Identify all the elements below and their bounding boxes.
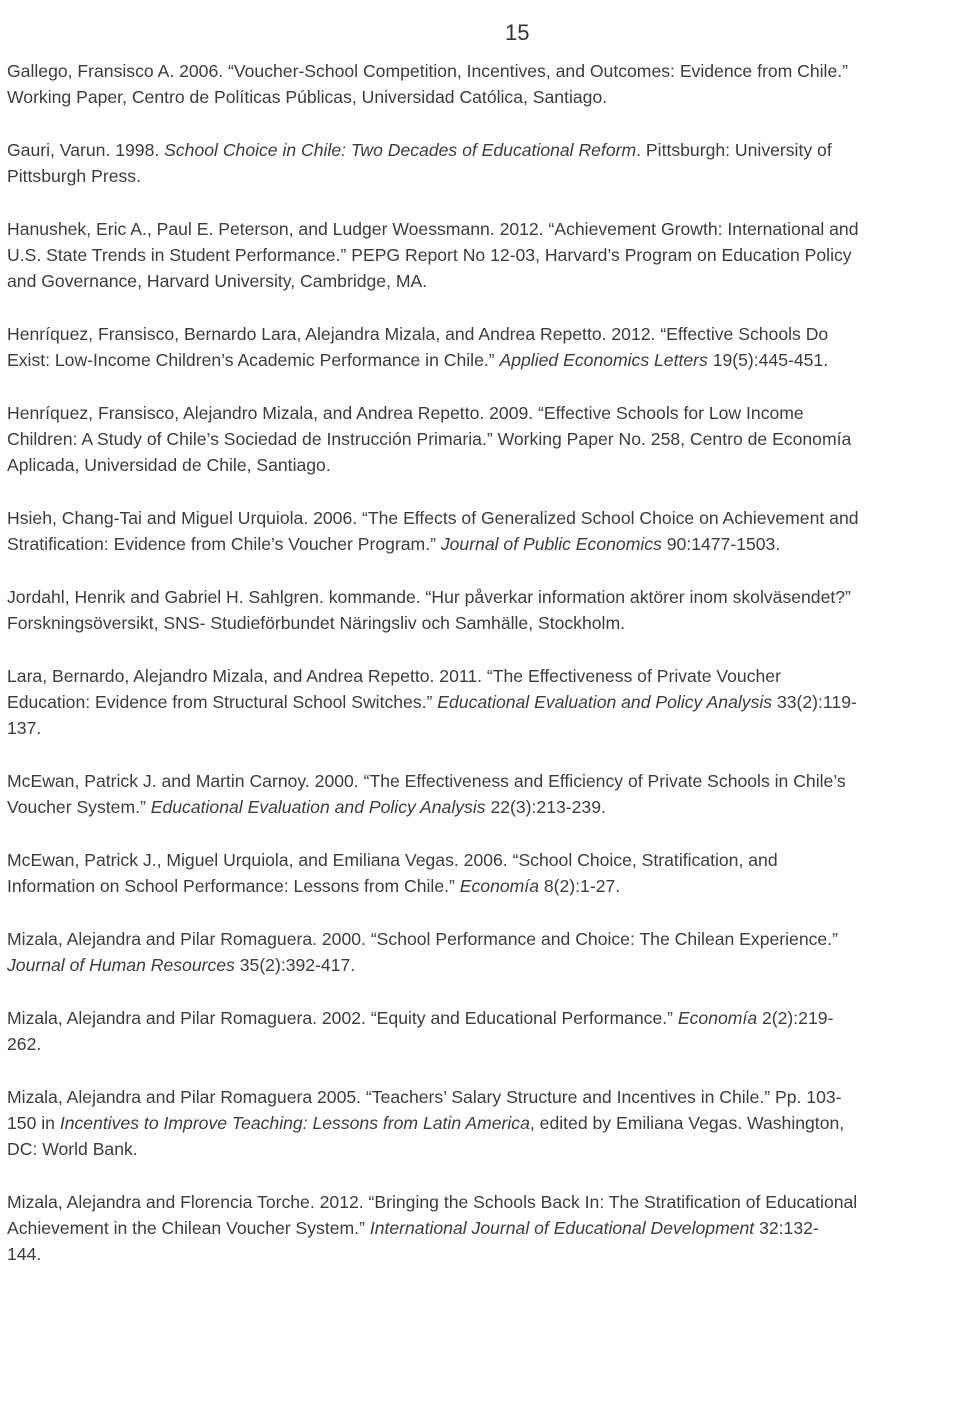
reference-text: 90:1477-1503.: [661, 534, 781, 555]
publication-title: Journal of Public Economics: [440, 534, 662, 555]
reference-text: Pittsburgh Press.: [7, 166, 141, 187]
reference-line: [7, 1031, 955, 1057]
reference-line: [7, 1136, 955, 1162]
reference-text: Voucher System.”: [7, 797, 151, 818]
reference-text: 150 in: [7, 1112, 60, 1133]
reference-entry: [7, 847, 955, 900]
reference-line: [7, 505, 955, 531]
reference-line: [7, 873, 955, 899]
reference-text: Aplicada, Universidad de Chile, Santiago.: [7, 455, 331, 476]
reference-line: [7, 216, 955, 242]
reference-text: Forskningsöversikt, SNS- Studieförbundet Näringsliv och Samhälle, Stockholm.: [7, 613, 626, 634]
reference-line: [7, 663, 955, 689]
reference-text: 2(2):219-: [757, 1007, 834, 1028]
reference-entry: [7, 505, 955, 558]
reference-line: [7, 242, 955, 268]
reference-text: 33(2):119-: [772, 692, 857, 713]
reference-text: Gauri, Varun. 1998.: [7, 139, 165, 160]
reference-line: [7, 163, 955, 189]
reference-text: and Governance, Harvard University, Cambridge, MA.: [7, 271, 428, 292]
reference-line: [7, 268, 955, 294]
reference-entry: [7, 321, 955, 374]
reference-line: [7, 58, 955, 84]
reference-line: [7, 1241, 955, 1267]
reference-line: [7, 137, 955, 163]
reference-text: 35(2):392-417.: [234, 955, 356, 976]
reference-line: [7, 610, 955, 636]
reference-text: Henríquez, Fransisco, Bernardo Lara, Alejandra Mizala, and Andrea Repetto. 2012. “Effective Schools Do: [7, 323, 829, 344]
reference-text: Gallego, Fransisco A. 2006. “Voucher-School Competition, Incentives, and Outcomes: Evidence from Chile.”: [7, 61, 849, 81]
publication-title: Applied Economics Letters: [499, 350, 708, 371]
publication-title: Incentives to Improve Teaching: Lessons from Latin America: [59, 1112, 530, 1133]
reference-entry: [7, 1084, 955, 1163]
reference-entry: [7, 400, 955, 479]
reference-text: DC: World Bank.: [7, 1139, 138, 1160]
reference-text: Working Paper, Centro de Políticas Públicas, Universidad Católica, Santiago.: [7, 87, 608, 108]
reference-text: Exist: Low-Income Children’s Academic Performance in Chile.”: [7, 350, 500, 371]
reference-text: 8(2):1-27.: [538, 876, 621, 897]
reference-text: Mizala, Alejandra and Pilar Romaguera 2005. “Teachers’ Salary Structure and Incentives in Chile.” Pp. 103-: [7, 1086, 842, 1107]
publication-title: Educational Evaluation and Policy Analysis: [437, 692, 773, 713]
reference-entry: [7, 58, 955, 111]
reference-text: McEwan, Patrick J., Miguel Urquiola, and Emiliana Vegas. 2006. “School Choice, Stratification, and: [7, 849, 778, 870]
reference-entry: [7, 137, 955, 190]
reference-text: Education: Evidence from Structural School Switches.”: [7, 692, 438, 713]
reference-text: Henríquez, Fransisco, Alejandro Mizala, and Andrea Repetto. 2009. “Effective Schools for Low Income: [7, 402, 804, 423]
reference-line: [7, 689, 955, 715]
reference-text: 19(5):445-451.: [707, 350, 829, 371]
reference-text: 262.: [7, 1033, 42, 1054]
reference-text: Stratification: Evidence from Chile’s Voucher Program.”: [7, 534, 441, 555]
reference-list: [7, 58, 955, 1294]
publication-title: Journal of Human Resources: [7, 955, 235, 976]
reference-text: 22(3):213-239.: [485, 797, 606, 818]
publication-title: Economía: [677, 1007, 758, 1028]
reference-line: [7, 847, 955, 873]
reference-text: , edited by Emiliana Vegas. Washington,: [529, 1112, 845, 1133]
reference-line: [7, 1084, 955, 1110]
publication-title: Economía: [459, 876, 539, 897]
reference-text: Information on School Performance: Lessons from Chile.”: [7, 876, 460, 897]
reference-text: Mizala, Alejandra and Pilar Romaguera. 2000. “School Performance and Choice: The Chilean Experience.”: [7, 928, 838, 949]
reference-line: [7, 452, 955, 478]
reference-entry: [7, 1189, 955, 1268]
reference-line: [7, 926, 955, 952]
reference-line: [7, 400, 955, 426]
reference-line: [7, 426, 955, 452]
reference-line: [7, 715, 955, 741]
reference-entry: [7, 216, 955, 295]
reference-text: Jordahl, Henrik and Gabriel H. Sahlgren. kommande. “Hur påverkar information aktörer inom skolväsendet?”: [7, 586, 851, 607]
reference-text: 137.: [7, 718, 42, 739]
reference-line: [7, 584, 955, 610]
reference-text: Mizala, Alejandra and Pilar Romaguera. 2002. “Equity and Educational Performance.”: [7, 1007, 678, 1028]
reference-entry: [7, 663, 955, 742]
reference-text: Children: A Study of Chile’s Sociedad de Instrucción Primaria.” Working Paper No. 258, Centro de Economía: [7, 429, 852, 450]
reference-entry: [7, 1005, 955, 1058]
reference-line: [7, 794, 955, 820]
publication-title: International Journal of Educational Development: [369, 1218, 755, 1239]
publication-title: School Choice in Chile: Two Decades of Educational Reform: [164, 139, 637, 160]
reference-text: Mizala, Alejandra and Florencia Torche. 2012. “Bringing the Schools Back In: The Stratification of Educational: [7, 1191, 858, 1212]
reference-text: . Pittsburgh: University of: [636, 139, 832, 160]
publication-title: Educational Evaluation and Policy Analysis: [150, 797, 486, 818]
reference-line: [7, 531, 955, 557]
reference-text: McEwan, Patrick J. and Martin Carnoy. 2000. “The Effectiveness and Efficiency of Private Schools in Chile’s: [7, 771, 846, 792]
reference-entry: [7, 584, 955, 637]
reference-text: Lara, Bernardo, Alejandro Mizala, and Andrea Repetto. 2011. “The Effectiveness of Private Voucher: [7, 665, 781, 686]
reference-line: [7, 1215, 955, 1241]
reference-entry: [7, 926, 955, 979]
reference-text: Achievement in the Chilean Voucher System.”: [7, 1218, 370, 1239]
reference-line: [7, 84, 955, 110]
reference-line: [7, 1189, 955, 1215]
reference-text: 32:132-: [754, 1218, 819, 1239]
reference-text: Hanushek, Eric A., Paul E. Peterson, and Ludger Woessmann. 2012. “Achievement Growth: International and: [7, 218, 859, 239]
reference-line: [7, 321, 955, 347]
page-number: 15: [505, 20, 530, 45]
reference-line: [7, 347, 955, 373]
reference-text: 144.: [7, 1244, 42, 1265]
reference-line: [7, 1005, 955, 1031]
reference-line: [7, 768, 955, 794]
reference-text: U.S. State Trends in Student Performance.” PEPG Report No 12-03, Harvard’s Program on Education Policy: [7, 245, 852, 266]
reference-text: Hsieh, Chang-Tai and Miguel Urquiola. 2006. “The Effects of Generalized School Choice on Achievement and: [7, 508, 859, 529]
reference-entry: [7, 768, 955, 821]
reference-line: [7, 952, 955, 978]
reference-line: [7, 1110, 955, 1136]
